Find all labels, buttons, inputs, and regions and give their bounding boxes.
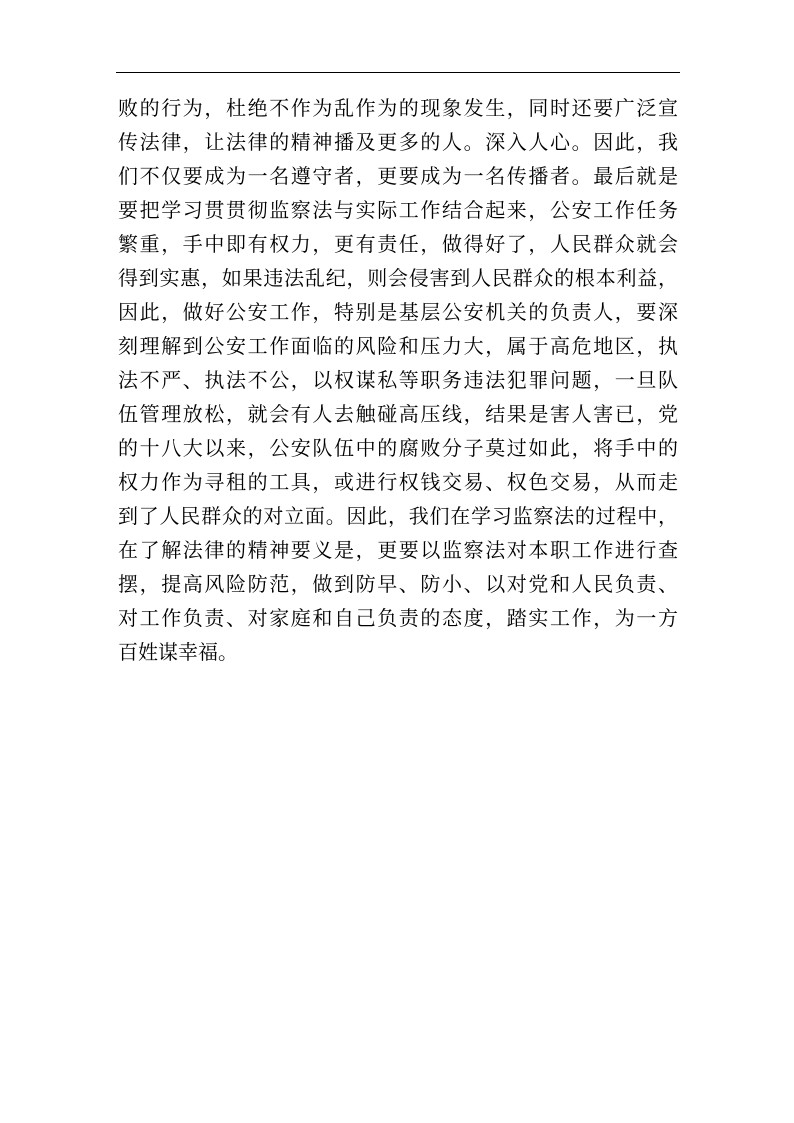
text-line: 败的行为，杜绝不作为乱作为的现象发生，同时还要广泛宣 bbox=[118, 96, 678, 120]
header-rule bbox=[116, 72, 680, 73]
text-line-last: 百姓谋幸福。 bbox=[118, 640, 238, 664]
text-line: 到了人民群众的对立面。因此，我们在学习监察法的过程中， bbox=[118, 504, 678, 528]
text-line: 在了解法律的精神要义是，更要以监察法对本职工作进行查 bbox=[118, 538, 678, 562]
body-paragraph bbox=[118, 91, 678, 669]
text-line: 得到实惠，如果违法乱纪，则会侵害到人民群众的根本利益， bbox=[118, 266, 678, 290]
text-line: 因此，做好公安工作，特别是基层公安机关的负责人，要深 bbox=[118, 300, 678, 324]
text-line: 传法律，让法律的精神播及更多的人。深入人心。因此，我 bbox=[118, 130, 678, 154]
text-line: 要把学习贯贯彻监察法与实际工作结合起来，公安工作任务 bbox=[118, 198, 678, 222]
text-line: 摆，提高风险防范，做到防早、防小、以对党和人民负责、 bbox=[118, 572, 678, 596]
text-line: 繁重，手中即有权力，更有责任，做得好了，人民群众就会 bbox=[118, 232, 678, 256]
text-line: 们不仅要成为一名遵守者，更要成为一名传播者。最后就是 bbox=[118, 164, 678, 188]
text-line: 法不严、执法不公，以权谋私等职务违法犯罪问题，一旦队 bbox=[118, 368, 678, 392]
text-line: 刻理解到公安工作面临的风险和压力大，属于高危地区，执 bbox=[118, 334, 678, 358]
text-line: 伍管理放松，就会有人去触碰高压线，结果是害人害已，党 bbox=[118, 402, 678, 426]
text-line: 权力作为寻租的工具，或进行权钱交易、权色交易，从而走 bbox=[118, 470, 678, 494]
text-line: 对工作负责、对家庭和自己负责的态度，踏实工作，为一方 bbox=[118, 606, 678, 630]
text-line: 的十八大以来，公安队伍中的腐败分子莫过如此，将手中的 bbox=[118, 436, 678, 460]
